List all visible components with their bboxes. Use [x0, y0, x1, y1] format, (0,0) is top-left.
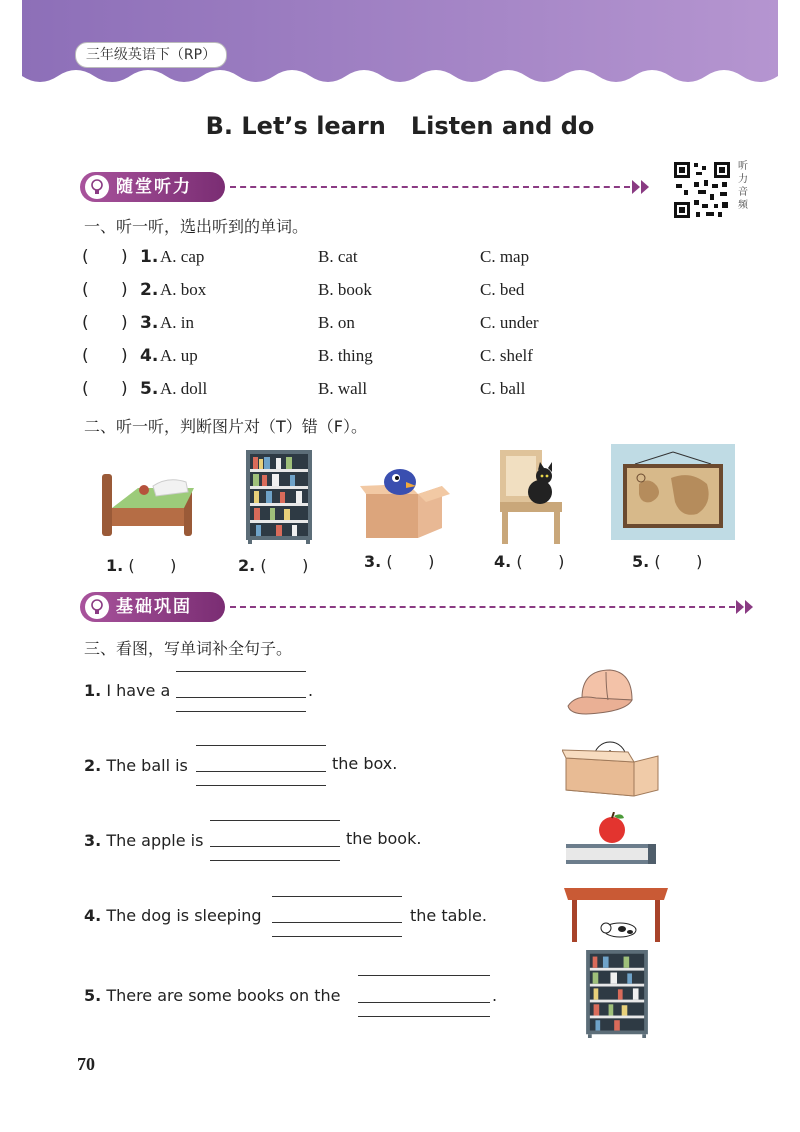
option-b: B. book [318, 280, 372, 299]
option-b: B. on [318, 313, 355, 332]
dashed-divider [230, 186, 630, 188]
question-number: 4. [140, 346, 159, 366]
bookshelf-icon [586, 950, 648, 1038]
writing-line[interactable] [176, 671, 306, 672]
answer-bracket[interactable]: ( ) [386, 552, 435, 571]
option-b: B. wall [318, 379, 368, 398]
sentence-ending: the table. [410, 906, 487, 925]
writing-line[interactable] [210, 820, 340, 821]
picture-label: 4. ( ) [494, 552, 565, 571]
page-title: B. Let’s learn Listen and do [205, 112, 595, 140]
cat-on-chair-icon [496, 448, 568, 544]
cap-icon [566, 664, 640, 720]
dashed-divider [230, 606, 735, 608]
option-c: C. under [480, 313, 539, 332]
wall-map-icon [611, 444, 735, 540]
section-pill [80, 592, 225, 622]
writing-line[interactable] [196, 745, 326, 746]
option-c: C. map [480, 247, 530, 266]
writing-line[interactable] [358, 975, 490, 976]
answer-bracket[interactable]: ( ) [128, 556, 177, 575]
answer-bracket[interactable]: ( ) [516, 552, 565, 571]
question-number: 3. [140, 313, 159, 333]
instruction-part2: 二、听一听，判断图片对（T）错（F）。 [84, 417, 367, 436]
ball-in-box-icon [562, 738, 662, 798]
option-a: A. up [160, 346, 198, 365]
picture-label: 3. ( ) [364, 552, 435, 571]
picture-label: 5. ( ) [632, 552, 703, 571]
sentence-ending: . [492, 986, 498, 1005]
sentence: 2. The ball is [84, 756, 188, 775]
sentence: 3. The apple is [84, 831, 204, 850]
sentence: 5. There are some books on the [84, 986, 341, 1005]
writing-line[interactable] [176, 697, 306, 698]
option-a: A. cap [160, 247, 205, 266]
option-b: B. thing [318, 346, 373, 365]
answer-bracket[interactable]: ( ) [654, 552, 703, 571]
option-c: C. ball [480, 379, 526, 398]
question-number: 2. [140, 280, 159, 300]
sentence-ending: the box. [332, 754, 398, 773]
page-number: 70 [77, 1054, 95, 1074]
option-c: C. shelf [480, 346, 533, 365]
answer-bracket[interactable]: ( ) [260, 556, 309, 575]
section-title: 基础巩固 [116, 597, 192, 617]
option-a: A. box [160, 280, 207, 299]
section-listening-header [80, 172, 660, 202]
bookshelf-icon [246, 450, 312, 544]
lightbulb-icon [85, 175, 109, 199]
question-number: 5. [140, 379, 159, 399]
writing-line[interactable] [272, 936, 402, 937]
picture-label: 1. ( ) [106, 556, 177, 575]
section-pill [80, 172, 225, 202]
writing-line[interactable] [196, 771, 326, 772]
option-b: B. cat [318, 247, 358, 266]
section-title: 随堂听力 [116, 177, 192, 197]
answer-bracket[interactable]: ( ) [82, 247, 128, 267]
answer-bracket[interactable]: ( ) [82, 379, 128, 399]
option-c: C. bed [480, 280, 525, 299]
sentence-ending: the book. [346, 829, 422, 848]
writing-line[interactable] [358, 1002, 490, 1003]
picture-label: 2. ( ) [238, 556, 309, 575]
answer-bracket[interactable]: ( ) [82, 280, 128, 300]
question-number: 1. [140, 247, 159, 267]
section-basics-header [80, 592, 760, 622]
lightbulb-icon [85, 595, 109, 619]
sentence: 1. I have a [84, 681, 171, 700]
book-tag: 三年级英语下（RP） [75, 42, 227, 68]
double-arrow-icon [632, 178, 652, 196]
sentence: 4. The dog is sleeping [84, 906, 262, 925]
writing-line[interactable] [196, 785, 326, 786]
double-arrow-icon [736, 598, 756, 616]
qr-label: 听力音频 [738, 161, 748, 211]
writing-line[interactable] [210, 846, 340, 847]
sentence-ending: . [308, 681, 314, 700]
answer-bracket[interactable]: ( ) [82, 346, 128, 366]
qr-code-icon[interactable] [672, 160, 732, 220]
option-a: A. doll [160, 379, 208, 398]
writing-line[interactable] [272, 896, 402, 897]
instruction-part1: 一、听一听，选出听到的单词。 [84, 217, 309, 236]
instruction-part3: 三、看图，写单词补全句子。 [84, 639, 293, 658]
dog-under-table-icon [562, 884, 670, 944]
bed-icon [98, 462, 198, 542]
apple-on-book-icon [564, 812, 660, 870]
writing-line[interactable] [210, 860, 340, 861]
bird-in-box-icon [358, 464, 450, 542]
option-a: A. in [160, 313, 194, 332]
writing-line[interactable] [272, 922, 402, 923]
writing-line[interactable] [176, 711, 306, 712]
answer-bracket[interactable]: ( ) [82, 313, 128, 333]
writing-line[interactable] [358, 1016, 490, 1017]
